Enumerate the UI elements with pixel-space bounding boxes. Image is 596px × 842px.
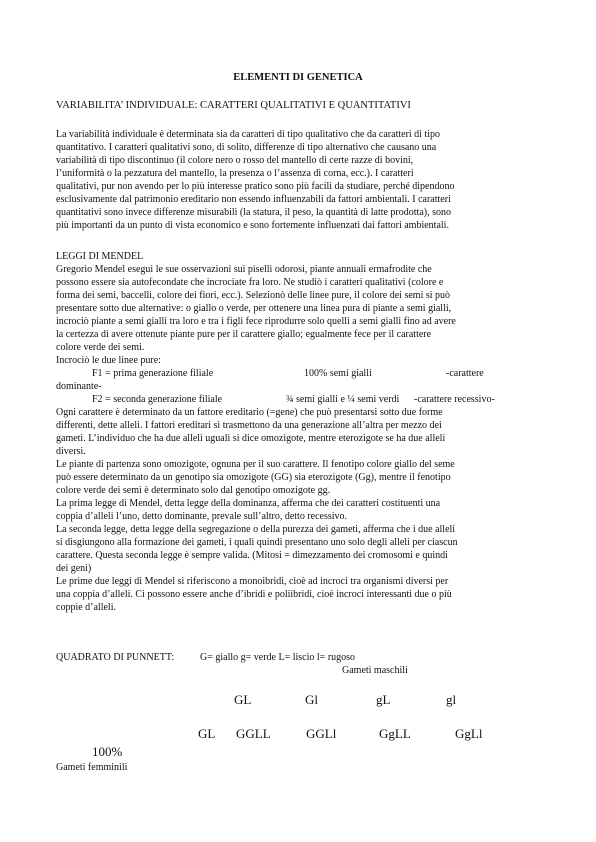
- punnett-cell: GGLL: [236, 726, 271, 741]
- punnett-cell: GGLl: [306, 726, 337, 741]
- punnett-cell: GgLL: [379, 726, 411, 741]
- f1-note-continued: dominante-: [56, 381, 102, 392]
- text-line: La variabilità individuale è determinata sia da caratteri di tipo qualitativo che da caratteri di tipo: [56, 129, 441, 140]
- text-line: possono essere sia autofecondate che incrociate fra loro. Ne studiò i caratteri qualitativi (colore e: [56, 277, 444, 288]
- text-line: l’uniformità o la pezzatura del mantello, la presenza o l’assenza di corna, ecc.). I caratteri: [56, 168, 414, 179]
- punnett-column-header: Gl: [305, 692, 318, 707]
- f2-line: [56, 393, 546, 406]
- punnett-heading: QUADRATO DI PUNNETT:: [56, 652, 175, 663]
- punnett-column-header: gL: [376, 692, 391, 707]
- text-line: coppia d’alleli l’uno, detto dominante, prevale sull’altro, detto recessivo.: [56, 511, 348, 522]
- text-line: Incrociò le due linee pure:: [56, 355, 161, 366]
- text-line: dei geni): [56, 563, 92, 574]
- male-gametes-label: Gameti maschili: [342, 665, 408, 676]
- text-line: quantitativo. I caratteri qualitativi sono, di solito, differenze di tipo alternativo che causano una: [56, 142, 437, 153]
- text-line: Le prime due leggi di Mendel si riferiscono a monoibridi, cioè ad incroci tra organismi diversi per: [56, 576, 449, 587]
- text-line: colore verde dei semi è determinato solo dal genotipo omozigote gg.: [56, 485, 331, 496]
- punnett-column-header: GL: [234, 692, 252, 707]
- female-gametes-label: Gameti femminili: [56, 762, 128, 773]
- text-line: incrociò piante a semi gialli tra loro e tra i figli fece riprodurre solo quelli a semi gialli fino ad avere: [56, 316, 456, 327]
- text-line: quantitativi sono invece differenze misurabili (la statura, il peso, la quantità di latte prodotta), sono: [56, 207, 451, 218]
- document-title: ELEMENTI DI GENETICA: [233, 72, 363, 83]
- text-line: colore verde dei semi.: [56, 342, 145, 353]
- text-line: diversi.: [56, 446, 86, 457]
- text-line: gameti. L’individuo che ha due alleli uguali si dice omozigote, mentre eterozigote se ha due alleli: [56, 433, 446, 444]
- f1-note: -carattere: [446, 368, 484, 379]
- f1-line: [56, 367, 546, 380]
- f2-result: ¾ semi gialli e ¼ semi verdi: [286, 394, 400, 405]
- text-line: più importanti da un punto di vista economico e sono fortemente influenzati dai fattori ambientali.: [56, 220, 449, 231]
- punnett-column-header: gl: [446, 692, 457, 707]
- f2-note: -carattere recessivo-: [414, 394, 495, 405]
- section-heading-mendel: LEGGI DI MENDEL: [56, 251, 144, 262]
- f1-result: 100% semi gialli: [304, 368, 372, 379]
- text-line: qualitativi, pur non avendo per lo più interesse pratico sono più facili da studiare, perché dipendono: [56, 181, 455, 192]
- punnett-percent: 100%: [92, 744, 123, 759]
- text-line: differenti, dette alleli. I fattori ereditari si trasmettono da una generazione all’altra per mezzo dei: [56, 420, 442, 431]
- text-line: carattere. Questa seconda legge è sempre valida. (Mitosi = dimezzamento dei cromosomi e quindi: [56, 550, 448, 561]
- text-line: variabilità di tipo discontinuo (il colore nero o rosso del mantello di certe razze di bovini,: [56, 155, 414, 166]
- text-line: esclusivamente dal patrimonio ereditario non essendo influenzabili da fattori ambientali. I caratteri: [56, 194, 451, 205]
- text-line: la certezza di avere ottenute piante pure per il carattere giallo; egualmente fece per il carattere: [56, 329, 432, 340]
- f2-label: F2 = seconda generazione filiale: [92, 394, 223, 405]
- text-line: La prima legge di Mendel, detta legge della dominanza, afferma che dei caratteri costituenti una: [56, 498, 441, 509]
- text-line: Gregorio Mendel eseguì le sue osservazioni sui piselli odorosi, piante annuali ermafrodite che: [56, 264, 432, 275]
- f1-label: F1 = prima generazione filiale: [92, 368, 214, 379]
- text-line: può essere determinato da un genotipo sia omozigote (GG) sia eterozigote (Gg), mentre il fenotipo: [56, 472, 451, 483]
- text-line: una coppia d’alleli. Ci possono essere anche d’ibridi e poliibridi, cioè incroci interessanti due o più: [56, 589, 452, 600]
- text-line: si disgiungono alla formazione dei gameti, i quali quindi presentano uno solo degli alleli per ciascun: [56, 537, 458, 548]
- text-line: Le piante di partenza sono omozigote, ognuna per il suo carattere. Il fenotipo colore giallo del seme: [56, 459, 455, 470]
- text-line: La seconda legge, detta legge della segregazione o della purezza dei gameti, afferma che i due alleli: [56, 524, 456, 535]
- section-heading-variability: VARIABILITA’ INDIVIDUALE: CARATTERI QUALITATIVI E QUANTITATIVI: [56, 100, 411, 111]
- text-line: coppie d’alleli.: [56, 602, 116, 613]
- paragraph-variability: [56, 128, 546, 232]
- punnett-row-header: GL: [198, 726, 216, 741]
- text-line: Ogni carattere è determinato da un fattore ereditario (=gene) che può presentarsi sotto due forme: [56, 407, 443, 418]
- text-line: forma dei semi, baccelli, colore dei fiori, ecc.). Selezionò delle linee pure, il colore dei semi si può: [56, 290, 451, 301]
- paragraph-mendel: [56, 250, 546, 614]
- text-line: presentare sotto due alternative: o giallo o verde, per ottenere una linea pura di piante a semi gialli,: [56, 303, 452, 314]
- punnett-cell: GgLl: [455, 726, 483, 741]
- punnett-legend: G= giallo g= verde L= liscio l= rugoso: [200, 652, 356, 663]
